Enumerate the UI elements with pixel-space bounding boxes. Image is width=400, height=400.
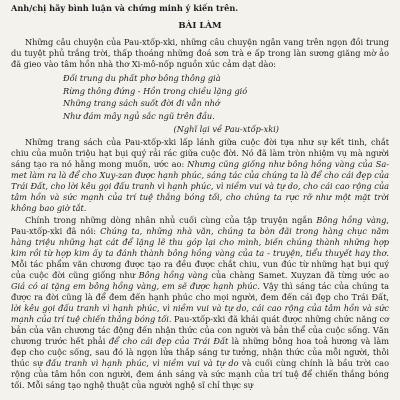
text-run: Vậy thì sáng tác của chúng ta được ra đời cũng là để đem đến hạnh phúc cho mọi người, đem đến cái đẹp cho Trái Đất, (11, 281, 390, 302)
poem-line: Những trang sách suốt đời đi vẫn nhớ (63, 98, 220, 108)
poem-line: Như đám mây ngủ sắc ngũ trên đầu. (63, 110, 215, 121)
book-title: Bông hồng vàng (138, 270, 208, 280)
intro-paragraph: Những câu chuyện của Pau-xtốp-xki, những câu chuyện ngân vang trên ngọn đồi trung du tuyệt phủ trắng trời, thấp thoáng những đoá sơn trà e ấp trong làn sương giăng mờ ảo đã gieo vào tâm hồn nhà thơ Xi-mô-nốp nguồn xúc cảm dạt dào: (11, 37, 389, 69)
text-run: và cuối cùng chính là bầu trời cao rộng của tâm hồn con người, đem ánh sáng và sức mạnh của trí tuệ để chiến thắng bóng tối. Mỗi sáng tạo nghệ thuật của người nghệ sĩ chỉ thực sự (11, 358, 389, 390)
poem-block (63, 72, 389, 122)
text-run: của chàng Samet. Xuyzan đã từng ước ao (207, 270, 389, 280)
paragraph-2 (11, 137, 389, 214)
book-title: Bông hồng vàng (316, 215, 387, 225)
question-line: Anh/chị hãy bình luận và chứng minh ý kiến trên. (11, 3, 239, 13)
quoted-text: đấu tranh vì hạnh phúc, vì niềm vui và tự do (45, 358, 239, 368)
quoted-text: Giá có ai tặng em bông hồng vàng, em sẽ được hạnh phúc. (11, 281, 260, 291)
quoted-text: Nhưng cũng giống như bông hồng vàng của Sa-met làm ra là để cho Xuy-zan được hạnh phúc, sáng tác của chúng ta là để cho cái đẹp của Trái Đất, cho lời kêu gọi đấu tranh vì hạnh phúc, vì niềm vui và tự do, cho cái cao rộng của tâm hồn và sức mạnh của trí tuệ thắng bóng tối, cho chúng ta rực rỡ như một mặt trời không bao giờ tắt. (11, 159, 389, 213)
text-run: , Pau-xtốp-xki đã nói: (11, 215, 389, 236)
text-run: Pau-xtốp-xki đã khái quát được những chức năng cơ bản của văn chương tác động đến nhận thức của con người và bản thể của cuộc sống. Văn chương trước hết phải (11, 314, 389, 346)
paragraph-3 (11, 215, 389, 391)
answer-title: BÀI LÀM (178, 21, 222, 31)
quoted-text: Chúng ta, những nhà văn, chúng ta bòn đãi trong hàng chục năm hàng triệu những hạt cát để lặng lẽ thu góp lại cho mình, biến chúng thành những hợp kim rồi từ hợp kim ấy ta đánh thành bông hồng vàng của ta - truyện, tiểu thuyết hay thơ. (11, 226, 389, 258)
text-run: Chính trong những dòng nhân nhủ cuối cùng của tập truyện ngắn (25, 215, 317, 225)
quoted-text: lời kêu gọi đấu tranh vì hạnh phúc, vì niềm vui và tự do, cái cao rộng của tâm hồn và sức mạnh của trí tuệ chiến thắng bóng tối. (11, 303, 389, 324)
poem-line: Rừng thông đứng - Hồn trong chiều lặng gió (63, 85, 248, 96)
poem-credit: (Nghĩ lại về Pau-xtốp-xki) (173, 124, 279, 134)
text-run: là những bông hoa toả hương và làm đẹp cho cuộc sống, sau đó là ngọn lửa thắp sáng tư tưởng, nhận thức của mỗi người, thôi thúc sự (11, 336, 389, 368)
quoted-text: để cho cái đẹp của Trái Đất (108, 336, 229, 346)
text-run: Những trang sách của Pau-xtốp-xki lấp lánh giữa cuộc đời tựa như sự kết tinh, chắt chiu của muôn triệu hạt bụi quý rải rác giữa cuộc đời. Nó đã làm tròn nhiệm vụ mà người sáng tạo ra nó hằng mong muốn, ước ao: (11, 137, 389, 169)
text-run: Mỗi tác phẩm văn chương được tạo ra đều được chắt chiu, vun đúc từ những hạt bụi quý của cuộc đời cũng giống như (11, 259, 389, 280)
poem-line: Đối trung du phất phơ bông thông già (63, 73, 221, 83)
